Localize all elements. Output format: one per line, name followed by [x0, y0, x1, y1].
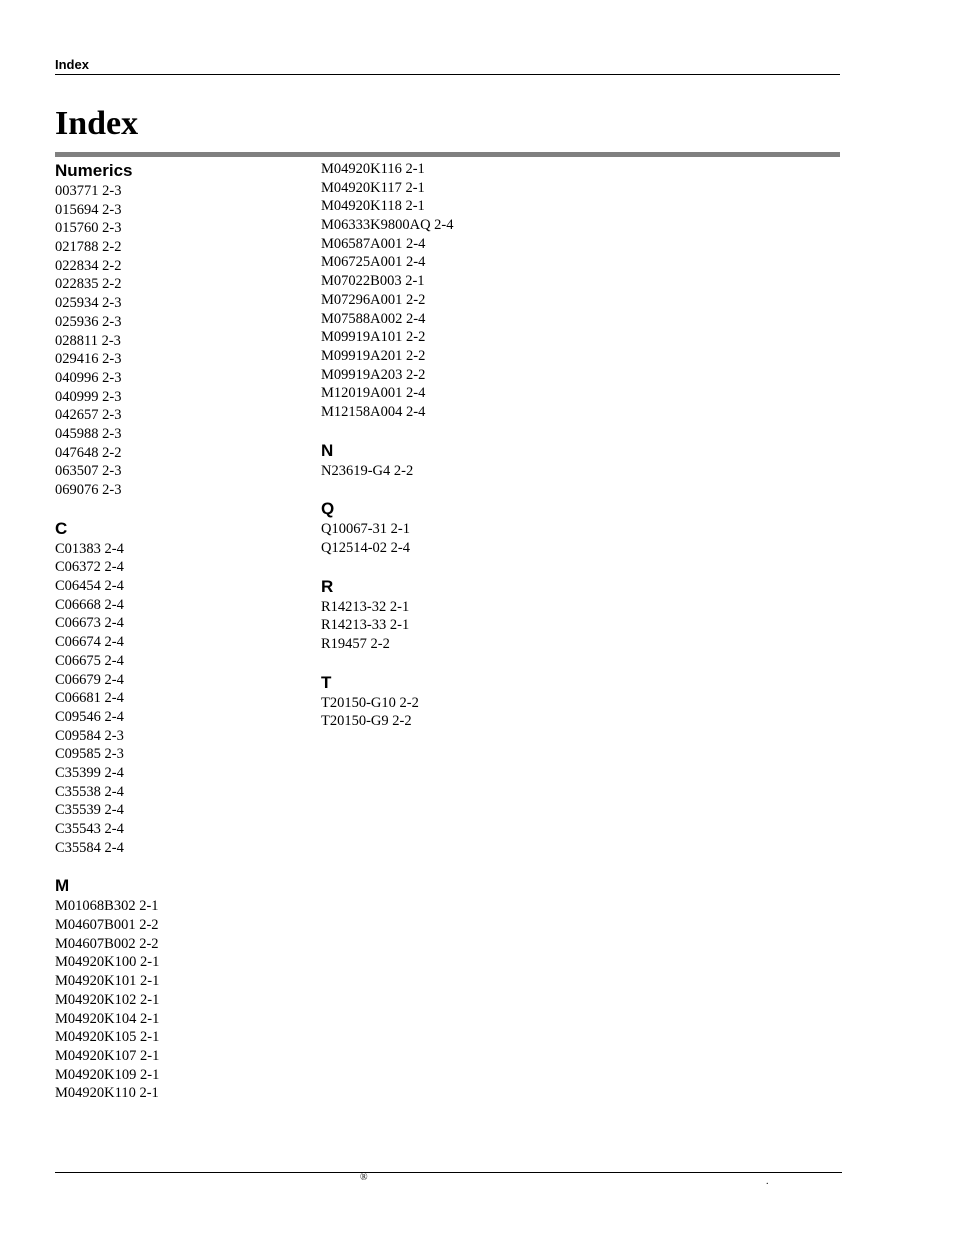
index-entry: M06333K9800AQ 2-4 [321, 217, 454, 234]
index-entry: 022835 2-2 [55, 276, 122, 293]
index-entry: M04920K118 2-1 [321, 198, 425, 215]
index-entry: M09919A201 2-2 [321, 347, 426, 364]
index-section [321, 576, 621, 654]
index-entry: M04920K102 2-1 [55, 991, 160, 1008]
index-entry: R14213-33 2-1 [321, 617, 410, 634]
running-header: Index [55, 57, 840, 75]
index-entry: C06679 2-4 [55, 671, 124, 688]
entry-list [321, 462, 621, 481]
index-entry: M04607B001 2-2 [55, 917, 159, 934]
entry-list [55, 540, 305, 858]
index-entry: T20150-G10 2-2 [321, 694, 419, 711]
index-entry: M04920K109 2-1 [55, 1066, 160, 1083]
footer-registered-mark: ® [360, 1172, 368, 1183]
section-heading: N [321, 440, 334, 460]
section-heading: T [321, 672, 332, 692]
index-entry: Q10067-31 2-1 [321, 521, 411, 538]
index-entry: M06725A001 2-4 [321, 254, 426, 271]
section-heading: Numerics [55, 161, 133, 180]
index-section [321, 160, 621, 422]
index-entry: 003771 2-3 [55, 183, 122, 199]
index-section [321, 440, 621, 481]
index-entry: M07588A002 2-4 [321, 310, 426, 327]
index-entry: C35539 2-4 [55, 802, 124, 819]
index-entry: 028811 2-3 [55, 332, 121, 349]
index-entry: C35584 2-4 [55, 839, 124, 856]
index-entry: 025936 2-3 [55, 313, 122, 330]
index-entry: M04920K117 2-1 [321, 179, 425, 196]
entry-list [321, 160, 621, 422]
footer-rule [55, 1172, 842, 1173]
index-entry: C09546 2-4 [55, 708, 124, 725]
index-entry: 045988 2-3 [55, 425, 122, 442]
entry-list [55, 897, 305, 1103]
index-entry: 047648 2-2 [55, 444, 122, 461]
index-entry: 042657 2-3 [55, 407, 122, 424]
section-heading: M [55, 876, 70, 896]
index-entry: M09919A101 2-2 [321, 329, 426, 346]
entry-list [321, 694, 621, 731]
index-entry: C06674 2-4 [55, 634, 124, 651]
section-heading: R [321, 576, 334, 596]
index-section [55, 160, 305, 500]
page-title: Index [55, 105, 139, 142]
index-entry: C06668 2-4 [55, 596, 124, 613]
section-heading: Q [321, 499, 335, 519]
index-entry: M09919A203 2-2 [321, 366, 426, 383]
index-entry: C06673 2-4 [55, 615, 124, 632]
index-entry: 040999 2-3 [55, 388, 122, 405]
index-section [321, 672, 621, 731]
entry-list [321, 520, 621, 557]
index-entry: M07022B003 2-1 [321, 273, 425, 290]
index-column-right [321, 160, 621, 731]
index-entry: M04920K100 2-1 [55, 954, 160, 971]
index-entry: 015694 2-3 [55, 201, 122, 218]
index-entry: 029416 2-3 [55, 351, 122, 368]
index-entry: 025934 2-3 [55, 295, 122, 312]
index-entry: C06454 2-4 [55, 578, 124, 595]
index-entry: M01068B302 2-1 [55, 898, 159, 915]
index-entry: M04920K116 2-1 [321, 161, 425, 177]
index-entry: C35538 2-4 [55, 783, 124, 800]
index-entry: M04920K110 2-1 [55, 1085, 159, 1102]
index-entry: C09585 2-3 [55, 746, 124, 763]
section-heading: C [55, 518, 68, 538]
entry-list [321, 598, 621, 654]
index-entry: M04920K104 2-1 [55, 1010, 160, 1027]
index-entry: C06681 2-4 [55, 690, 124, 707]
index-entry: R14213-32 2-1 [321, 598, 410, 615]
index-entry: 022834 2-2 [55, 257, 122, 274]
index-section [55, 518, 305, 858]
index-entry: 069076 2-3 [55, 482, 122, 498]
index-entry: N23619-G4 2-2 [321, 462, 414, 479]
index-entry: C35399 2-4 [55, 764, 124, 781]
entry-list [55, 182, 305, 500]
index-entry: 040996 2-3 [55, 369, 122, 386]
index-entry: M07296A001 2-2 [321, 291, 426, 308]
index-section [55, 875, 305, 1103]
index-entry: C01383 2-4 [55, 540, 124, 557]
index-entry: R19457 2-2 [321, 636, 390, 653]
index-entry: 015760 2-3 [55, 220, 122, 237]
index-column-left [55, 160, 305, 1103]
index-entry: 021788 2-2 [55, 239, 122, 256]
index-entry: C06675 2-4 [55, 652, 124, 669]
index-entry: M12158A004 2-4 [321, 403, 426, 420]
index-entry: C35543 2-4 [55, 821, 124, 837]
index-entry: M04920K105 2-1 [55, 1029, 160, 1046]
index-section [321, 498, 621, 557]
index-entry: M04920K107 2-1 [55, 1047, 160, 1064]
index-entry: 063507 2-3 [55, 463, 122, 480]
index-entry: M12019A001 2-4 [321, 385, 426, 402]
index-entry: C09584 2-3 [55, 727, 124, 744]
index-entry: T20150-G9 2-2 [321, 713, 412, 730]
index-entry: Q12514-02 2-4 [321, 540, 411, 556]
index-entry: M04607B002 2-2 [55, 935, 159, 952]
footer-page-marker: . [766, 1176, 769, 1187]
title-rule [55, 152, 840, 157]
index-entry: M06587A001 2-4 [321, 235, 426, 252]
index-entry: C06372 2-4 [55, 559, 124, 576]
index-entry: M04920K101 2-1 [55, 973, 160, 990]
